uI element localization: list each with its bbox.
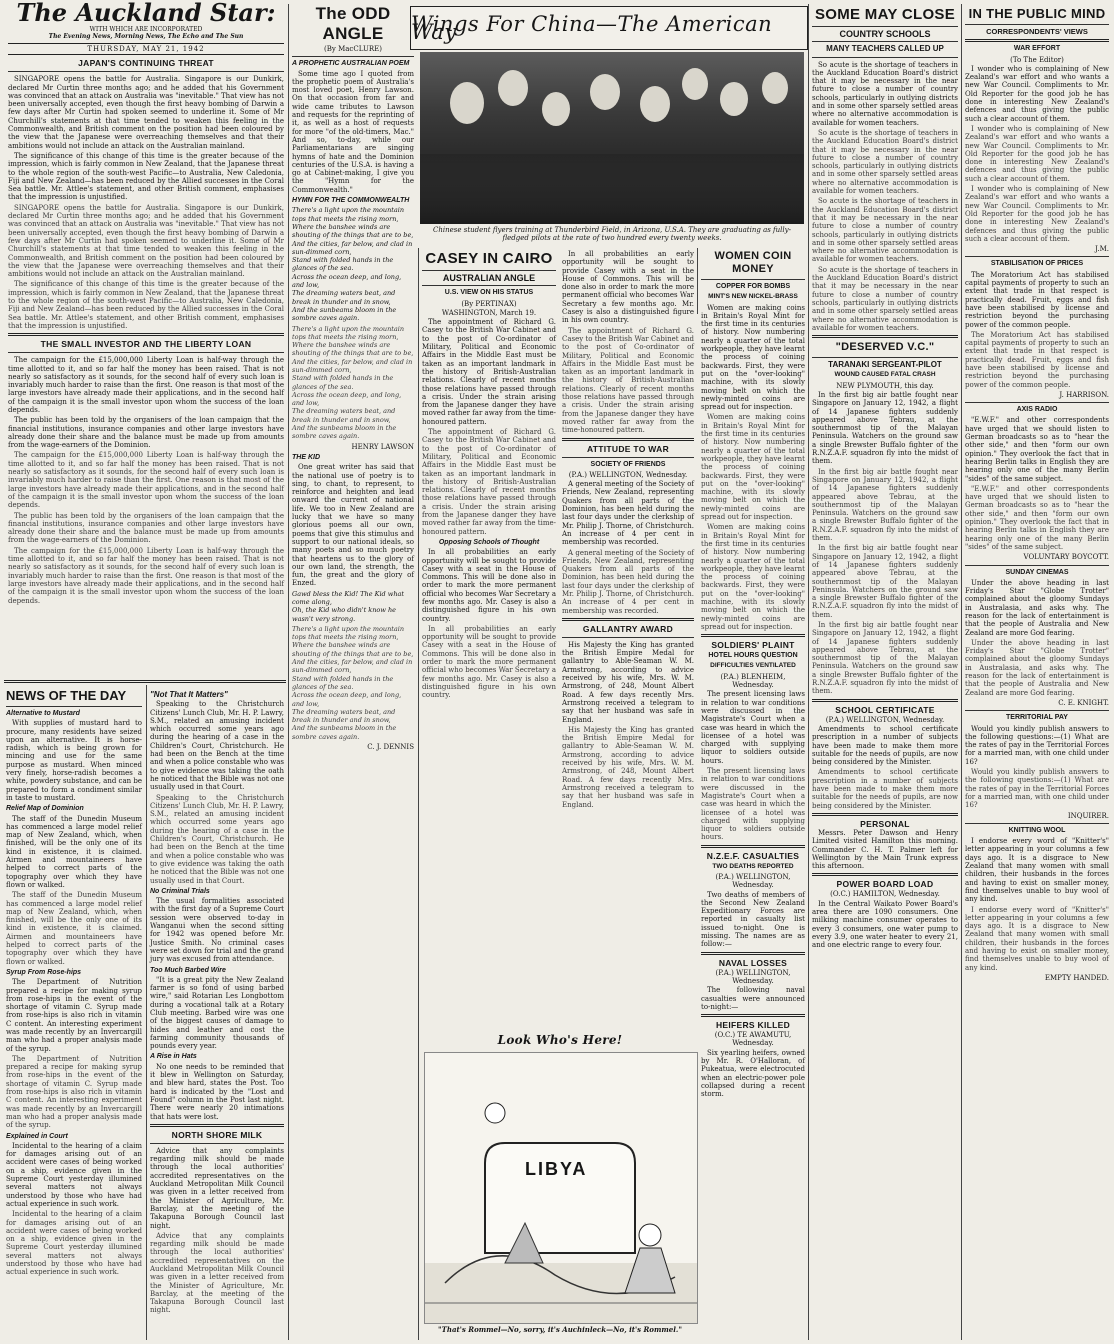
masthead-title: The Auckland Star: [16,0,276,27]
news-item-heading: Explained in Court [6,1132,68,1140]
letter-signature: C. E. KNIGHT. [1058,698,1109,707]
odd-poem: There's a light upon the mountain tops that meets the rising morn, Where the banshee winds are shouting of the things that are to be, And the cities, far below, and clad in sun-dimmed corn, Stand with folded hands in the glances of the sea. Across the ocean deep, and long, and low, The dreaming waters beat, and break in thunder and in snow, And the sunbeams bloom in the sombre caves again. [292,624,414,741]
some-may-close-body: So acute is the shortage of teachers in the Auckland Education Board's district that it may be necessary in the near future to close a number of country schools, particularly in outlying districts and in some other sparsely settled areas where no alternative accommodation is available for women teachers. [812,265,958,332]
deserved-vc-subhead: TARANAKI SERGEANT-PILOT [828,360,942,370]
editorial-body: SINGAPORE opens the battle for Australia. Singapore is our Dunkirk, declared Mr Curtin three months ago; and he added that his Government was convinced that an attack on Australia was "inevitable." That view has not been universally accepted, even though the first heavy bombing of Darwin a few days after Mr Curtin had spoken seemed to underline it. Some of Mr Churchill's statements at that time tended to weaken this feeling in the Commonwealth, and British comment on the position had been coloured by the view that the Japanese were overreaching themselves and that their ambitions would not include an attack on the Australian mainland. [8,75,284,150]
news-item-heading: Relief Map of Dominion [6,805,84,813]
editorial-body: The significance of this change of this time is the greater because of the impression, which is fairly common in New Zealand, that the Japanese threat to the whole region of the south-west Pacific—to Australia, New Caledonia, Fiji and New Zealand—has been reduced by the Allied successes in the Coral Sea battle. Mr. Attlee's statement, and other British comment, emphasises that the impression is unjustified. [8,151,284,202]
letter-body: Under the above heading in last Friday's Star "Globe Trotter" complained about the gloomy Sundays in Australasia, and asks why. The reason for the lack of entertainment is that the people of Australia and New Zealand are more God fearing. [965,638,1109,697]
attitude-dateline: (P.A.) WELLINGTON, Wednesday. [568,470,688,479]
pilot-photo [420,52,804,224]
not-that-it-matters-column [150,688,284,1338]
editorial-body: The significance of this change of this time is the greater because of the impression, which is fairly common in New Zealand, that the Japanese threat to the whole region of the south-west Pacific—to Australia, New Caledonia, Fiji and New Zealand—has been reduced by the Allied successes in the Coral Sea battle. Mr. Attlee's statement, and other British comment, emphasises that the impression is unjustified. [8,280,284,330]
item-body: Speaking to the Christchurch Citizens' Lunch Club, Mr. H. P. Lawry, S.M., related an amusing incident which occurred some years ago during the hearing of a case in the Children's Court, Christchurch. He had been on the Bench at the time and when a police constable who was to give evidence was taking the oath he noticed that the Bible was not one usually used in that Court. [150,700,284,792]
casey-subhead: AUSTRALIAN ANGLE [442,273,536,283]
nzef-title: N.Z.E.F. CASUALTIES [706,850,800,861]
some-may-close-subhead: MANY TEACHERS CALLED UP [826,44,944,54]
casey-byline: (By PERTINAX) [461,299,517,308]
soldiers-subhead: DIFFICULTIES VENTILATED [710,662,796,670]
casey-title: CASEY IN CAIRO [425,250,553,267]
letter-body: I endorse every word of "Knitter's" letter appearing in your columns a few days ago. It is a disgrace to New Zealand that many women with small children, their husbands in the forces and having to exist on smaller money, find themselves unable to buy wool of any kind. [965,837,1109,904]
letter-signature: EMPTY HANDED. [1044,973,1109,982]
letter-title: KNITTING WOOL [1008,826,1066,834]
school-certificate-dateline: (P.A.) WELLINGTON, Wednesday. [825,715,945,724]
cartoon-title: Look Who's Here! [497,1033,623,1047]
heifers-title: HEIFERS KILLED [715,1020,791,1031]
heifers-dateline: (O.C.) TE AWAMUTU, Wednesday. [714,1031,792,1048]
editorial-body: The public has been told by the organisers of the loan campaign that the financial institutions, insurance companies and other large investors have already done their share and the balance must be made up from amounts from the wage-earners of the Dominion. [8,511,284,545]
letters-column [965,6,1109,1338]
letter-to-editor: (To The Editor) [1010,55,1064,64]
column-five [812,6,958,1338]
some-may-close-body: So acute is the shortage of teachers in the Auckland Education Board's district that it may be necessary in the near future to close a number of country schools, particularly in outlying districts and in some other sparsely settled areas where no alternative accommodation is available for women teachers. [812,60,958,127]
school-certificate-title: SCHOOL CERTIFICATE [835,704,935,715]
naval-title: NAVAL LOSSES [718,957,788,968]
odd-poem: There's a light upon the mountain tops that meets the rising morn, Where the banshee winds are shouting of the things that are to be, And the cities, far below, and clad in sun-dimmed corn, Stand with folded hands in the glances of the sea. Across the ocean deep, and long, and low, The dreaming waters beat, and break in thunder and in snow, And the sunbeams bloom in the sombre caves again. [292,206,414,323]
some-may-close-body: So acute is the shortage of teachers in the Auckland Education Board's district that it may be necessary in the near future to close a number of country schools, particularly in outlying districts and in some other sparsely settled areas where no alternative accommodation is available for women teachers. [812,197,958,264]
women-subhead: COPPER FOR BOMBS [715,283,791,290]
letter-signature: INQUIRER. [1067,811,1109,820]
deserved-vc-dateline: NEW PLYMOUTH, this day. [836,381,934,390]
women-body: Women are making coins in Britain's Royal Mint for the first time in its centuries of history. Now numbering nearly a quarter of the total workpeople, they have learnt the process of coining backwards. First, they were put on the "over-looking" machine, with its slowly moving belt on which the newly-minted coins are spread out for inspection. [701,303,805,412]
odd-angle-title: The ODD ANGLE [315,4,391,43]
odd-body: One great writer has said that the national use of poetry is to sing, to chant, to represent, to reinforce and heighten and lead onward the current of national life. We too in New Zealand are lucky that we have so many glorious poems all our own, poems that give this stimulus and support to our national ideals, so many poets and so much poetry that heartens us to the glory of our own land, the strength, the fun, the great and the glory of Enzed. [292,463,414,588]
some-may-close-body: So acute is the shortage of teachers in the Auckland Education Board's district that it may be necessary in the near future to close a number of country schools, particularly in outlying districts and in some other sparsely settled areas where no alternative accommodation is available for women teachers. [812,128,958,196]
editorial-body: The campaign for the £15,000,000 Liberty Loan is half-way through the time allotted to it, and so far half the money has been raised. That is not nearly so satisfactory as it sounds, for the second half of every such loan is invariably much harder to raise than the first. One reason is that most of the large investors have already made their applications, and in the second half of the campaign it is the small investor upon whom the success of the loan depends. [8,546,284,605]
column-four [701,250,805,1340]
masthead-date: THURSDAY, MAY 21, 1942 [8,43,284,55]
women-title: WOMEN COIN MONEY [714,250,792,275]
deserved-vc-body: In the first big air battle fought near Singapore on January 12, 1942, a flight of 14 Japanese fighters suddenly appeared above Tebrau, at the southernmost tip of the Malayan Peninsula. Watchers on the ground saw a single Brewster Buffalo fighter of the R.N.Z.A.F. squadron fly into the midst of them. [812,390,958,466]
casey-body: The appointment of Richard G. Casey to the British War Cabinet and to the post of Co-ordinator of Military, Political and Economic Affairs in the Middle East must be taken as an important landmark in the history of British-Australian relations. Clearly of recent months those relations have passed through a crisis. Under the strain arising from the Japanese danger they have moved rather far away from the time-honoured pattern. [422,318,556,426]
editorial-body: The public has been told by the organisers of the loan campaign that the financial institutions, insurance companies and other large investors have already done their share and the balance must be made up from amounts from the wage-earners of the Dominion. [8,416,284,450]
odd-signature: HENRY LAWSON [351,442,414,451]
women-body: Women are making coins in Britain's Royal Mint for the first time in its centuries of history. Now numbering nearly a quarter of the total workpeople, they have learnt the process of coining backwards. First, they were put on the "over-looking" machine, with its slowly moving belt on which the newly-minted coins are spread out for inspection. [701,413,805,522]
casey-body: The appointment of Richard G. Casey to the British War Cabinet and to the post of Co-ordinator of Military, Political and Economic Affairs in the Middle East must be taken as an important landmark in the history of British-Australian relations. Clearly of recent months those relations have passed through a crisis. Under the strain arising from the Japanese danger they have moved rather far away from the time-honoured pattern. [562,326,694,435]
item-body: Speaking to the Christchurch Citizens' Lunch Club, Mr. H. P. Lawry, S.M., related an amusing incident which occurred some years ago during the hearing of a case in the Children's Court, Christchurch. He had been on the Bench at the time and when a police constable who was to give evidence was taking the oath he noticed that the Bible was not one usually used in that Court. [150,793,284,885]
attitude-subhead: SOCIETY OF FRIENDS [590,460,666,468]
school-certificate-body: Amendments to school certificate prescription in a number of subjects have been made to make them more suitable for the needs of pupils, are now being considered by the Minister. [812,724,958,767]
odd-section-heading: HYMN FOR THE COMMONWEALTH [292,197,410,205]
letters-subhead: CORRESPONDENTS' VIEWS [986,27,1088,36]
soldiers-body: The present licensing laws in relation to war conditions were discussed in the Magistrate's Court when a case was heard in which the licensee of a hotel was charged with supplying liquor to soldiers outside hours. [701,690,805,765]
letter-signature: J. HARRISON. [1059,390,1109,399]
personal-body: Messrs. Peter Dawson and Henry Limited visited Hamilton this morning. Commander C. H. T. Palmer left for Wellington by the Main Trunk express this afternoon. [812,828,958,871]
odd-signature: C. J. DENNIS [367,743,414,752]
item-heading: Too Much Barbed Wire [150,966,226,974]
item-heading: No Criminal Trials [150,887,210,895]
naval-body: The following naval casualties were announced to-night:— [701,986,805,1011]
news-of-the-day [6,688,142,1338]
item-body: "It is a great pity the New Zealand farmer is so fond of using barbed wire," said Rotarian Les Longbottom during a vocational talk at a Rotary Club meeting. Barbed wire was one of the biggest causes of damage to hides and leather and cost the farming community thousands of pounds every year. [150,975,284,1051]
soldiers-title: SOLDIERS' PLAINT [711,640,795,651]
letter-body: The Moratorium Act has stabilised capital payments of property to such an extent that trade in that respect is practically dead. Fruit, eggs and fish have been stabilised by license and restriction beyond the purchasing power of the common people. [965,330,1109,389]
some-may-close-subhead: COUNTRY SCHOOLS [839,29,931,39]
news-item-body: The staff of the Dunedin Museum has commenced a large model relief map of New Zealand, which, when finished, will be the only one of its kind in existence, it is claimed. Airmen and mountaineers have helped to correct parts of the topography over which they have flown or walked. [6,891,142,966]
power-board-body: In the Central Waikato Power Board's area there are 1090 consumers. One milking machine consumer operates to every 3 consumers, one water pump to every 3.9, one water heater to every 21, and one electric range to every four. [812,899,958,950]
column-rule [288,4,289,1340]
banner-title: Wings For China—The American Way [411,11,773,44]
photo-caption: Chinese student flyers training at Thunderbird Field, in Arizona, U.S.A. They are graduating as fully-fledged pilots at the rate of two hundred every twenty weeks. [433,226,791,243]
soldiers-dateline: (P.A.) BLENHEIM, Wednesday. [720,672,786,690]
letter-body: I endorse every word of "Knitter's" letter appearing in your columns a few days ago. It is a disgrace to New Zealand that many women with small children, their husbands in the forces and having to exist on smaller money, find themselves unable to buy wool of any kind. [965,905,1109,972]
cartoon-drawing [425,1053,697,1323]
deserved-vc-body: In the first big air battle fought near Singapore on January 12, 1942, a flight of 14 Japanese fighters suddenly appeared above Tebrau, at the southernmost tip of the Malayan Peninsula. Watchers on the ground saw a single Brewster Buffalo fighter of the R.N.Z.A.F. squadron fly into the midst of them. [812,621,958,696]
letter-body: "E.W.F." and other correspondents have urged that we should listen to German broadcasts so as to "hear the other side," and then "form our own opinion." They overlook the fact that in hearing Berlin talks in English they are hearing only one of the many Berlin "sides" of the same subject. [965,484,1109,551]
milk-title: NORTH SHORE MILK [171,1129,263,1140]
odd-angle-byline: (By MacCLURE) [324,45,382,53]
letter-title: WAR EFFORT [1013,45,1061,53]
middle-column [562,250,694,809]
letter-signature: VOLUNTARY BOYCOTT. [1023,553,1109,562]
cartoon-caption: "That's Rommel—No, sorry, it's Auchinleck—No, it's Rommel." [438,1325,682,1334]
news-item-heading: Syrup From Rose-hips [6,968,82,976]
casey-article [422,250,556,1090]
column-rule [697,248,698,314]
attitude-body: A general meeting of the Society of Friends, New Zealand, representing Quakers from all parts of the Dominion, has been held during the last four days under the clerkship of Mr. Philip J. Thorne, of Christchurch. An increase of 4 per cent in membership was recorded. [562,480,694,547]
masthead-incorporated: WITH WHICH ARE INCORPORATED [89,26,203,33]
letter-body: I wonder who is complaining of New Zealand's war effort and who wants a new War Council. Compliments to Mr. Old Reporter for the good job he has done in interesting New Zealand's defences and thus giving the public such a clear account of them. [965,185,1109,243]
cartoon-image [424,1052,698,1324]
editorial-body: The campaign for the £15,000,000 Liberty Loan is half-way through the time allotted to it, and so far half the money has been raised. That is not nearly so satisfactory as it sounds, for the second half of every such loan is invariably much harder to raise than the first. One reason is that most of the large investors have already made their applications, and in the second half of the campaign it is the small investor upon whom the success of the loan depends. [8,451,284,510]
odd-section-heading: THE KID [292,453,320,461]
letter-body: "E.W.F." and other correspondents have urged that we should listen to German broadcasts so as to "hear the other side," and then "form our own opinion." They overlook the fact that in hearing Berlin talks in English they are hearing only one of the many Berlin "sides" of the same subject. [965,416,1109,483]
editorial-body: The campaign for the £15,000,000 Liberty Loan is half-way through the time allotted to it, and so far half the money has been raised. That is not nearly so satisfactory as it sounds, for the second half of every such loan is invariably much harder to raise than the first. One reason is that most of the large investors have already made their applications, and in the second half of the campaign it is the small investor upon whom the success of the loan depends. [8,356,284,414]
news-item-body: Incidental to the hearing of a claim for damages arising out of an accident were cases of being worked on a ship, evidence given in the Supreme Court yesterday illumined several matters not always understood by those who have had actual experience in such work. [6,1141,142,1208]
letter-body: The Moratorium Act has stabilised capital payments of property to such an extent that trade in that respect is practically dead. Fruit, eggs and fish have been stabilised by license and restriction beyond the purchasing power of the common people. [965,270,1109,329]
banner-box [410,6,808,50]
casey-body: In all probabilities an early opportunity will be sought to provide Casey with a seat in the House of Commons. This will be done also in order to mark the more permanent official who becomes War Secretary a few months ago. Mr. Casey is also a distinguished figure in his own country. [422,548,556,623]
odd-body: Some time ago I quoted from the prophetic poem of Australia's most loved poet, Henry Lawson. On that occasion from far and wide came tributes to Lawson and requests for the reprinting of it, as well as a host of requests for more "of the old-timers, Mac." And so, to-day, while our Parliamentarians are singing hymns of hate and the Dominion centuries of the U.S.A. is having a go at Cabinet-making, I give you the "Hymn for the Commonwealth." [292,69,414,194]
letter-title: SUNDAY CINEMAS [1005,568,1069,576]
news-item-heading: Alternative to Mustard [6,710,80,717]
section-divider [4,680,286,683]
deserved-vc-subhead: WOUND CAUSED FATAL CRASH [834,371,936,379]
editorial-title-liberty-loan: THE SMALL INVESTOR AND THE LIBERTY LOAN [40,339,252,350]
gallantry-body: His Majesty the King has granted the British Empire Medal for gallantry to Able-Seaman W. M. Armstrong, according to advice received by his wife, Mrs. W. M. Armstrong, of 248, Mount Albert Road. A few days recently Mrs. Armstrong received a telegram to say that her husband was safe in England. [562,640,694,724]
letter-title: TERRITORIAL PAY [1006,714,1068,722]
nzef-subhead: TWO DEATHS REPORTED [712,862,794,870]
item-body: The usual formalities associated with the first day of a Supreme Court session were observed to-day in Wanganui when the second sitting for 1942 was opened before Mr. Justice Smith. No criminal cases were set down for trial and the grand jury was excused from attendance. [150,897,284,964]
odd-poem: There's a light upon the mountain tops that meets the rising morn, Where the banshee winds are shouting of the things that are to be, And the cities, far below, and clad in sun-dimmed corn, Stand with folded hands in the glances of the sea. Across the ocean deep, and long, and low, The dreaming waters beat, and break in thunder and in snow, And the sunbeams bloom in the sombre caves again. [292,324,414,441]
news-item-body: The Department of Nutrition prepared a recipe for making syrup from rose-hips in the event of the shortage of vitamin C. Syrup made from rose-hips is also rich in vitamin C content. An interesting experiment was made recently by an Invercargill man who had a proper analysis made of the syrup. [6,978,142,1053]
naval-dateline: (P.A.) WELLINGTON, Wednesday. [715,968,791,985]
column-rule [146,685,147,1340]
casey-subhead: U.S. VIEW ON HIS STATUS [444,289,534,297]
casey-body: In all probabilities an early opportunity will be sought to provide Casey with a seat in the House of Commons. This will be done also in order to mark the more permanent official who becomes War Secretary a few months ago. Mr. Casey is also a distinguished figure in his own country. [562,250,694,325]
attitude-title: ATTITUDE TO WAR [586,443,670,454]
news-section-title: NEWS OF THE DAY [6,688,127,703]
editorial-title-japan: JAPAN'S CONTINUING THREAT [78,58,214,69]
editorial-body: SINGAPORE opens the battle for Australia. Singapore is our Dunkirk, declared Mr Curtin three months ago; and he added that his Government was convinced that an attack on Australia was "inevitable." That view has not been universally accepted, even though the first heavy bombing of Darwin a few days after Mr Curtin had spoken seemed to underline it. Some of Mr Churchill's statements at that time tended to weaken this feeling in the Commonwealth, and British comment on the position had been coloured by the view that the Japanese were overreaching themselves and that their ambitions would not include an attack on the Australian mainland. [8,203,284,279]
item-body: Advice that any complaints regarding milk should be made through the local authorities' accredited representatives on the Auckland Metropolitan Milk Council was given in a letter received from the Minister of Agriculture, Mr. Barclay, at the meeting of the Takapuna Borough Council last night. [150,1146,284,1230]
deserved-vc-body: In the first big air battle fought near Singapore on January 12, 1942, a flight of 14 Japanese fighters suddenly appeared above Tebrau, at the southernmost tip of the Malayan Peninsula. Watchers on the ground saw a single Brewster Buffalo fighter of the R.N.Z.A.F. squadron fly into the midst of them. [812,544,958,619]
gallantry-title: GALLANTRY AWARD [582,623,674,634]
letter-body: I wonder who is complaining of New Zealand's war effort and who wants a new War Council. Compliments to Mr. Old Reporter for the good job he has done in interesting New Zealand's defences and thus giving the public such a clear account of them. [965,64,1109,123]
heifers-body: Six yearling heifers, owned by Mr. R. O'Halloran, of Pukeatua, were electrocuted when an electric-power pole collapsed during a recent storm. [701,1048,805,1099]
women-body: Women are making coins in Britain's Royal Mint for the first time in its centuries of history. Now numbering nearly a quarter of the total workpeople, they have learnt the process of coining backwards. First, they were put on the "over-looking" machine, with its slowly moving belt on which the newly-minted coins are spread out for inspection. [701,523,805,631]
column-rule [418,248,419,1340]
deserved-vc-body: In the first big air battle fought near Singapore on January 12, 1942, a flight of 14 Japanese fighters suddenly appeared above Tebrau, at the southernmost tip of the Malayan Peninsula. Watchers on the ground saw a single Brewster Buffalo fighter of the R.N.Z.A.F. squadron fly into the midst of them. [812,467,958,543]
column-rule [961,4,962,1340]
casey-body: In all probabilities an early opportunity will be sought to provide Casey with a seat in the House of Commons. This will be done also in order to mark the more permanent official who becomes War Secretary a few months ago. Mr. Casey is also a distinguished figure in his own country. [422,624,556,700]
odd-poem: Gawd bless the Kid! The Kid what come along, Oh, the Kid who didn't know he wasn't very strong. [292,589,405,623]
attitude-body: A general meeting of the Society of Friends, New Zealand, representing Quakers from all parts of the Dominion, has been held during the last four days under the clerkship of Mr. Philip J. Thorne, of Christchurch. An increase of 4 per cent in membership was recorded. [562,548,694,615]
cartoon-sign-label: LIBYA [525,1159,588,1179]
editorial-column [8,0,284,685]
letter-title: STABILISATION OF PRICES [990,260,1084,268]
casey-subhead: Opposing Schools of Thought [438,538,540,546]
power-board-title: POWER BOARD LOAD [836,879,934,890]
column-rule [808,4,809,1340]
soldiers-subhead: HOTEL HOURS QUESTION [708,652,798,660]
news-item-body: With supplies of mustard hard to procure, many residents have seized upon an alternative. It is horse-radish, which is being grown for mincing and use for the same purpose as mustard. When minced very finely, horse-radish becomes a white, powdery substance, and can be prepared to form a condiment similar in taste to mustard. [6,719,143,802]
item-heading: "Not That It Matters" [150,690,228,699]
letter-body: Under the above heading in last Friday's Star "Globe Trotter" complained about the gloomy Sundays in Australasia, and asks why. The reason for the lack of entertainment is that the people of Australia and New Zealand are more God fearing. [965,578,1109,637]
power-board-dateline: (O.C.) HAMILTON, Wednesday. [830,890,940,899]
letter-body: Would you kindly publish answers to the following questions:—(1) What are the rates of pay in the Territorial Forces for a married man, with one child under 16? [965,724,1109,766]
some-may-close-title: SOME MAY CLOSE [814,6,956,23]
item-body: Advice that any complaints regarding milk should be made through the local authorities' accredited representatives on the Auckland Metropolitan Milk Council was given in a letter received from the Minister of Agriculture, Mr. Barclay, at the meeting of the Takapuna Borough Council last night. [150,1231,284,1315]
school-certificate-body: Amendments to school certificate prescription in a number of subjects have been made to make them more suitable for the needs of pupils, are now being considered by the Minister. [812,768,958,810]
news-item-body: Incidental to the hearing of a claim for damages arising out of an accident were cases of being worked on a ship, evidence given in the Supreme Court yesterday illumined several matters not always understood by those who have had actual experience in such work. [6,1210,142,1277]
nzef-body: Two deaths of members of the Second New Zealand Expeditionary Forces are reported in casualty list issued to-night. One is missing. The names are as follow:— [701,890,805,949]
soldiers-body: The present licensing laws in relation to war conditions were discussed in the Magistrate's Court when a case was heard in which the licensee of a hotel was charged with supplying liquor to soldiers outside hours. [701,767,805,842]
casey-body: The appointment of Richard G. Casey to the British War Cabinet and to the post of Co-ordinator of Military, Political and Economic Affairs in the Middle East must be taken as an important landmark in the history of British-Australian relations. Clearly of recent months those relations have passed through a crisis. Under the strain arising from the Japanese danger they have moved rather far away from the time-honoured pattern. [422,428,556,536]
odd-angle-column [292,4,414,752]
news-item-body: The Department of Nutrition prepared a recipe for making syrup from rose-hips in the event of the shortage of vitamin C. Syrup made from rose-hips is also rich in vitamin C content. An interesting experiment was made recently by an Invercargill man who had a proper analysis made of the syrup. [6,1054,142,1130]
letter-body: Would you kindly publish answers to the following questions:—(1) What are the rates of pay in the Territorial Forces for a married man, with one child under 16? [965,768,1109,810]
news-item-body: The staff of the Dunedin Museum has commenced a large model relief map of New Zealand, which, when finished, will be the only one of its kind in existence, it is claimed. Airmen and mountaineers have helped to correct parts of the topography over which they have flown or walked. [6,814,142,889]
deserved-vc-title: "DESERVED V.C." [835,341,935,354]
women-subhead: MINT'S NEW NICKEL-BRASS [708,293,798,301]
letter-title: AXIS RADIO [1016,406,1058,414]
letter-signature: J.M. [1095,245,1109,254]
casey-dateline: WASHINGTON, March 19. [441,308,537,317]
personal-title: PERSONAL [860,818,910,829]
masthead-subtitle: The Evening News, Morning News, The Echo and The Sun [48,33,244,40]
item-body: No one needs to be reminded that it blew in Wellington on Saturday, and blew hard, states the Post. Too hard is indicated by the "Lost and Found" column in the Post last night. There were nearly 20 intimations that hats were lost. [150,1062,284,1121]
item-heading: A Rise in Hats [150,1053,197,1061]
nzef-dateline: (P.A.) WELLINGTON, Wednesday. [715,873,791,890]
gallantry-body: His Majesty the King has granted the British Empire Medal for gallantry to Able-Seaman W. M. Armstrong, according to advice received by his wife, Mrs. W. M. Armstrong, of 248, Mount Albert Road. A few days recently Mrs. Armstrong received a telegram to say that her husband was safe in England. [562,725,694,809]
odd-section-heading: A PROPHETIC AUSTRALIAN POEM [292,60,410,68]
letter-body: I wonder who is complaining of New Zealand's war effort and who wants a new War Council. Compliments to Mr. Old Reporter for the good job he has done in interesting New Zealand's defences and thus giving the public such a clear account of them. [965,124,1109,183]
letters-title: IN THE PUBLIC MIND [968,6,1106,21]
